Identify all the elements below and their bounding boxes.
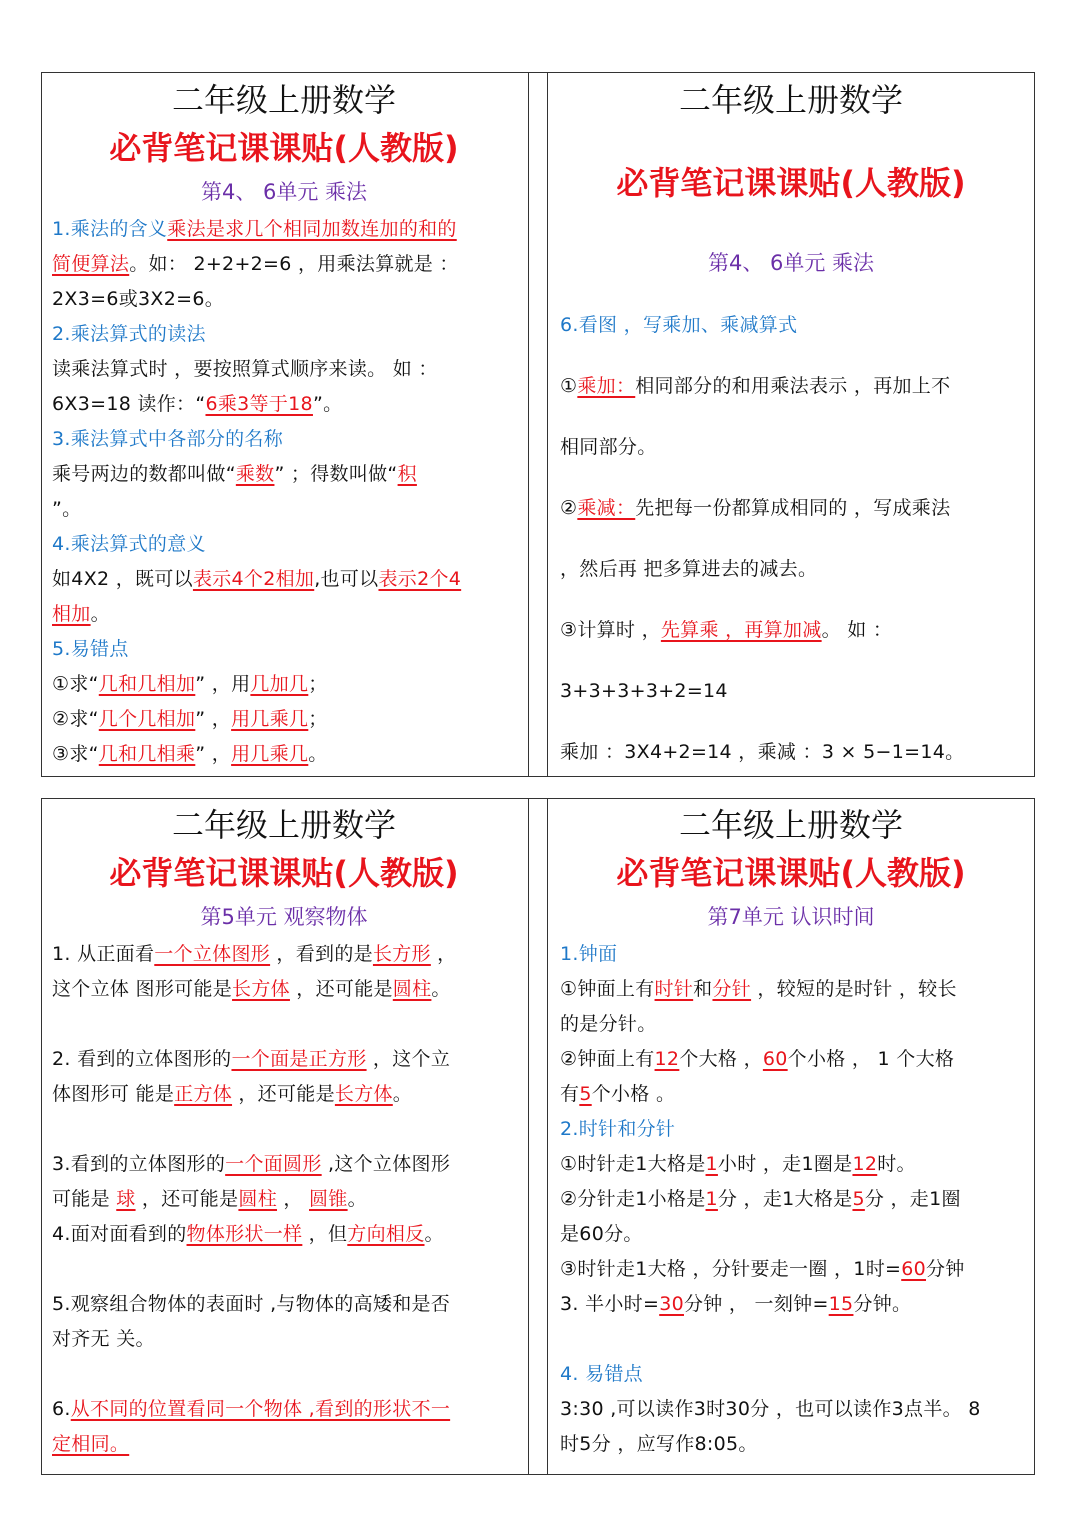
unit-heading: 第4、 6单元 乘法 <box>707 251 875 275</box>
text-line: 定相同。 <box>52 1433 130 1455</box>
text-line: 对齐无 关。 <box>52 1328 155 1350</box>
text-line: 3+3+3+3+2=14 <box>560 680 728 702</box>
text-line: ③时针走1大格 ，分针要走一圈 ，1时=60分钟 <box>560 1258 965 1280</box>
text-line: 3.看到的立体图形的一个面圆形 ,这个立体图形 <box>52 1153 451 1175</box>
note-body <box>52 212 516 772</box>
column-divider <box>528 799 548 1474</box>
text-line: 乘加 ：3X4+2=14 ，乘减 ：3 × 5−1=14。 <box>560 741 965 763</box>
text-line: 相同部分。 <box>560 436 657 458</box>
note-card-observe-objects <box>42 799 528 1474</box>
text-line: ②钟面上有12个大格 ，60个小格 ， 1 个大格 <box>560 1048 955 1070</box>
text-line: ①钟面上有时针和分针 ，较短的是时针 ，较长 <box>560 978 957 1000</box>
section-heading: 5.易错点 <box>52 638 129 660</box>
text-line: 读乘法算式时 ，要按照算式顺序来读。 如 ： <box>52 358 438 380</box>
text-line: 6.从不同的位置看同一个物体 ,看到的形状不一 <box>52 1398 451 1420</box>
text-line: ①时针走1大格是1小时 ，走1圈是12时。 <box>560 1153 916 1175</box>
section-heading: 2.乘法算式的读法 <box>52 323 206 345</box>
column-divider <box>528 73 548 776</box>
section-heading: 1.钟面 <box>560 943 618 965</box>
note-body <box>560 295 1022 783</box>
card-title: 二年级上册数学 <box>171 806 396 844</box>
text-line: 这个立体 图形可能是长方体 ，还可能是圆柱。 <box>52 978 451 1000</box>
unit-heading: 第5单元 观察物体 <box>200 905 368 929</box>
text-line: 1. 从正面看一个立体图形 ，看到的是长方形 ， <box>52 943 457 965</box>
text-line: 是60分。 <box>560 1223 643 1245</box>
card-subtitle: 必背笔记课课贴(人教版) <box>616 164 966 202</box>
card-title: 二年级上册数学 <box>678 806 903 844</box>
text-line: 有5个小格 。 <box>560 1083 676 1105</box>
card-subtitle: 必背笔记课课贴(人教版) <box>109 129 459 167</box>
text-line: 相加。 <box>52 603 110 625</box>
card-subtitle: 必背笔记课课贴(人教版) <box>616 854 966 892</box>
text-line: 可能是 球 ，还可能是圆柱 ， 圆锥。 <box>52 1188 367 1210</box>
text-line: ”。 <box>52 498 82 520</box>
section-heading: 4. 易错点 <box>560 1363 643 1385</box>
text-line: 2X3=6或3X2=6。 <box>52 288 225 310</box>
note-card-multiplication <box>42 73 528 776</box>
text-line: 5.观察组合物体的表面时 ,与物体的高矮和是否 <box>52 1293 451 1315</box>
note-sheet-bottom <box>41 798 1035 1475</box>
text-line: 时5分 ，应写作8:05。 <box>560 1433 758 1455</box>
section-heading: 3.乘法算式中各部分的名称 <box>52 428 284 450</box>
text-line: 体图形可 能是正方体 ，还可能是长方体。 <box>52 1083 413 1105</box>
note-sheet-top <box>41 72 1035 777</box>
card-title: 二年级上册数学 <box>678 81 903 119</box>
text-line: ①求“几和几相加” ，用几加几； <box>52 673 328 695</box>
section-heading: 2.时针和分针 <box>560 1118 676 1140</box>
text-line: ②求“几个几相加” ，用几乘几； <box>52 708 328 730</box>
card-title: 二年级上册数学 <box>171 81 396 119</box>
note-card-time <box>549 799 1034 1474</box>
text-line: 3. 半小时=30分钟 ， 一刻钟=15分钟。 <box>560 1293 912 1315</box>
text-line: 6X3=18 读作：“6乘3等于18”。 <box>52 393 343 415</box>
unit-heading: 第4、 6单元 乘法 <box>200 180 368 204</box>
text-line: ，然后再 把多算进去的减去。 <box>560 558 818 580</box>
text-line: 1.乘法的含义乘法是求几个相同加数连加的和的 <box>52 218 457 240</box>
text-line: ②乘减：先把每一份都算成相同的 ，写成乘法 <box>560 497 951 519</box>
text-line: 3:30 ,可以读作3时30分 ，也可以读作3点半。 8 <box>560 1398 981 1420</box>
note-body <box>560 937 1022 1462</box>
text-line: ②分针走1小格是1分 ，走1大格是5分 ，走1圈 <box>560 1188 961 1210</box>
note-card-multiplication-2 <box>549 73 1034 776</box>
text-line: 4.面对面看到的物体形状一样 ，但方向相反。 <box>52 1223 444 1245</box>
text-line: ①乘加：相同部分的和用乘法表示 ，再加上不 <box>560 375 951 397</box>
note-body <box>52 937 516 1462</box>
text-line: 如4X2 ，既可以表示4个2相加,也可以表示2个4 <box>52 568 462 590</box>
card-subtitle: 必背笔记课课贴(人教版) <box>109 854 459 892</box>
text-line: ③求“几和几相乘” ，用几乘几。 <box>52 743 328 765</box>
unit-heading: 第7单元 认识时间 <box>707 905 875 929</box>
text-line: ③计算时 ，先算乘 ，再算加减。 如 ： <box>560 619 893 641</box>
section-heading: 6.看图 ，写乘加、乘减算式 <box>560 314 798 336</box>
section-heading: 4.乘法算式的意义 <box>52 533 206 555</box>
text-line: 的是分针。 <box>560 1013 657 1035</box>
text-line: 简便算法。如： 2+2+2=6 ，用乘法算就是 ： <box>52 253 459 275</box>
text-line: 2. 看到的立体图形的一个面是正方形 ，这个立 <box>52 1048 451 1070</box>
text-line: 乘号两边的数都叫做“乘数” ；得数叫做“积 <box>52 463 417 485</box>
